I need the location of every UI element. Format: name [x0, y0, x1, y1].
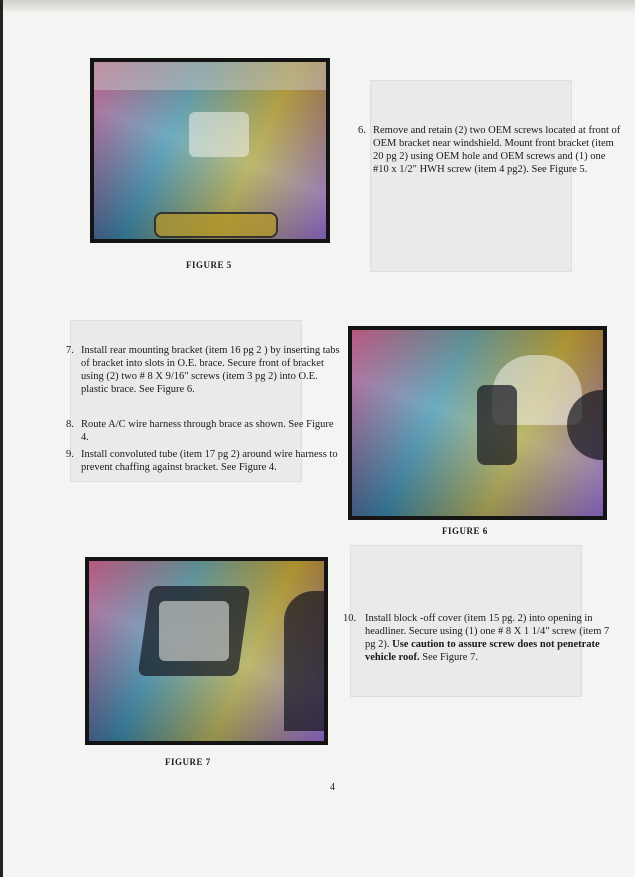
page-number: 4 [330, 782, 335, 793]
bracket-shape [189, 112, 249, 157]
bracket-shape [477, 385, 517, 465]
step-number: 6. [358, 125, 366, 136]
figure-5-caption: FIGURE 5 [186, 260, 232, 270]
step-content [365, 612, 620, 664]
figure-7-caption: FIGURE 7 [165, 757, 211, 767]
scan-edge [0, 0, 3, 877]
edge-shadow [284, 591, 328, 731]
step-number: 7. [66, 345, 74, 356]
step-number: 10. [343, 613, 357, 624]
figure-7-photo [85, 557, 328, 745]
cover-shape [159, 601, 229, 661]
step-number: 9. [66, 449, 74, 460]
step-number: 8. [66, 419, 74, 430]
step-text: Install block -off cover (item 15 pg. 2) into opening in headliner. Secure using (1) one # 8 X 1 1/4" screw (item 7 pg 2). [365, 613, 610, 650]
figure-6-photo [348, 326, 607, 520]
step-text: Remove and retain (2) two OEM screws located at front of OEM bracket near windshield. Mount front bracket (item 20 pg 2) using OEM hole and OEM screws and (1) one #10 x 1/2" HWH screw (item 4 pg2). See Figure 5. [373, 125, 621, 175]
step-text: Route A/C wire harness through brace as shown. See Figure 4. [81, 419, 334, 443]
step-text: Install rear mounting bracket (item 16 pg 2 ) by inserting tabs of bracket into slots in O.E. brace. Secure front of bracket using (2) two # 8 X 9/16" screws (item 3 pg 2) into O.E. plastic brace. See Figure 6. [81, 345, 340, 395]
scan-shadow [0, 0, 635, 12]
warning-text: Use caution to assure screw does not penetrate vehicle roof. [365, 639, 600, 663]
bracket-rail [154, 212, 278, 238]
figure-reference: See Figure 7. [422, 652, 478, 663]
figure-5-photo [90, 58, 330, 243]
bracket-shadow [94, 62, 326, 90]
bleed-through-figure [370, 80, 572, 272]
figure-6-caption: FIGURE 6 [442, 526, 488, 536]
step-text: Install convoluted tube (item 17 pg 2) around wire harness to prevent chaffing against bracket. See Figure 4. [81, 449, 338, 473]
